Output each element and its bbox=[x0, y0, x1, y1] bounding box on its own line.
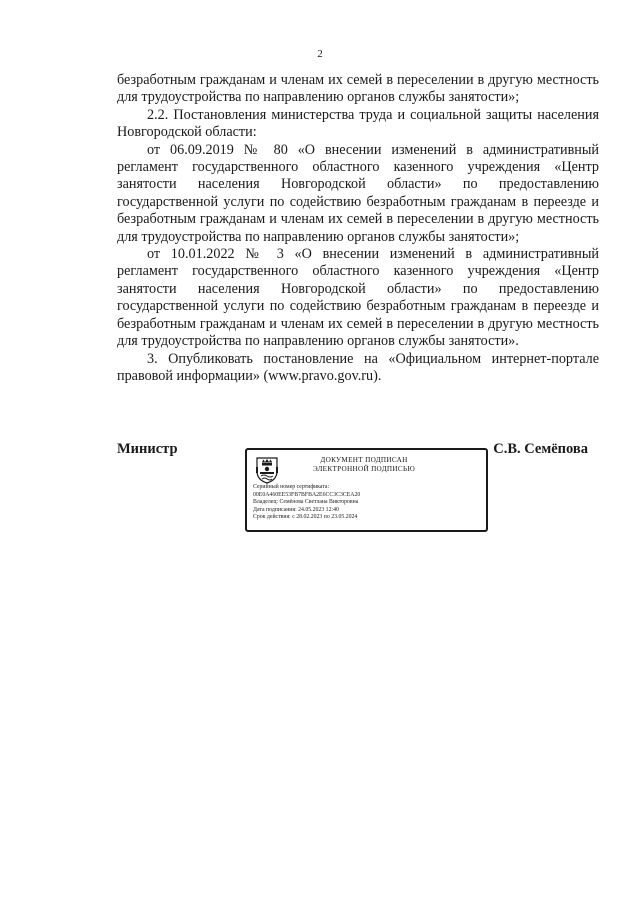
stamp-validity: Срок действия: с 28.02.2023 по 23.05.2024 bbox=[253, 514, 358, 521]
novgorod-coat-of-arms-icon bbox=[253, 454, 281, 484]
stamp-details bbox=[253, 484, 360, 522]
signatory-position: Министр bbox=[117, 441, 178, 457]
stamp-cert-label: Серийный номер сертификата: bbox=[253, 484, 330, 490]
stamp-signed-date: Дата подписания: 24.05.2023 12:40 bbox=[253, 506, 339, 513]
page-number: 2 bbox=[317, 48, 323, 60]
paragraph-1: безработным гражданам и членам их семей в переселении в другую местность для трудоустройства по направлению органов службы занятости»; bbox=[117, 72, 599, 106]
stamp-owner: Владелец: Семёнова Светлана Викторовна bbox=[253, 499, 359, 506]
paragraph-3: от 06.09.2019 № 80 «О внесении изменений в административный регламент государственного областного казенного учреждения «Центр занятости населения Новгородской области» по предоставлению государственной услуги по содействию безработным гражданам в переезде и безработным гражданам и членам их семей в переселении в другую местность для трудоустройства по направлению органов службы занятости»; bbox=[117, 141, 599, 245]
electronic-signature-stamp bbox=[245, 448, 488, 532]
stamp-title bbox=[289, 456, 439, 474]
paragraph-4: от 10.01.2022 № 3 «О внесении изменений в административный регламент государственного областного казенного учреждения «Центр занятости населения Новгородской области» по предоставлению государственной услуги по содействию безработным гражданам в переезде и безработным гражданам и членам их семей в переселении в другую местность для трудоустройства по направлению органов службы занятости». bbox=[117, 246, 599, 350]
paragraph-2: 2.2. Постановления министерства труда и социальной защиты населения Новгородской области: bbox=[117, 106, 599, 141]
document-body bbox=[117, 72, 599, 385]
stamp-cert-serial: 00E0A460EE53FB7BFBA2E6CC3C3CEA20 bbox=[253, 491, 361, 498]
stamp-title-line-2: ЭЛЕКТРОННОЙ ПОДПИСЬЮ bbox=[312, 465, 416, 473]
stamp-title-line-1: ДОКУМЕНТ ПОДПИСАН bbox=[320, 456, 408, 464]
paragraph-5: 3. Опубликовать постановление на «Официальном интернет-портале правовой информации» (www.pravo.gov.ru). bbox=[117, 350, 599, 384]
signatory-name: С.В. Семёпова bbox=[493, 441, 588, 457]
